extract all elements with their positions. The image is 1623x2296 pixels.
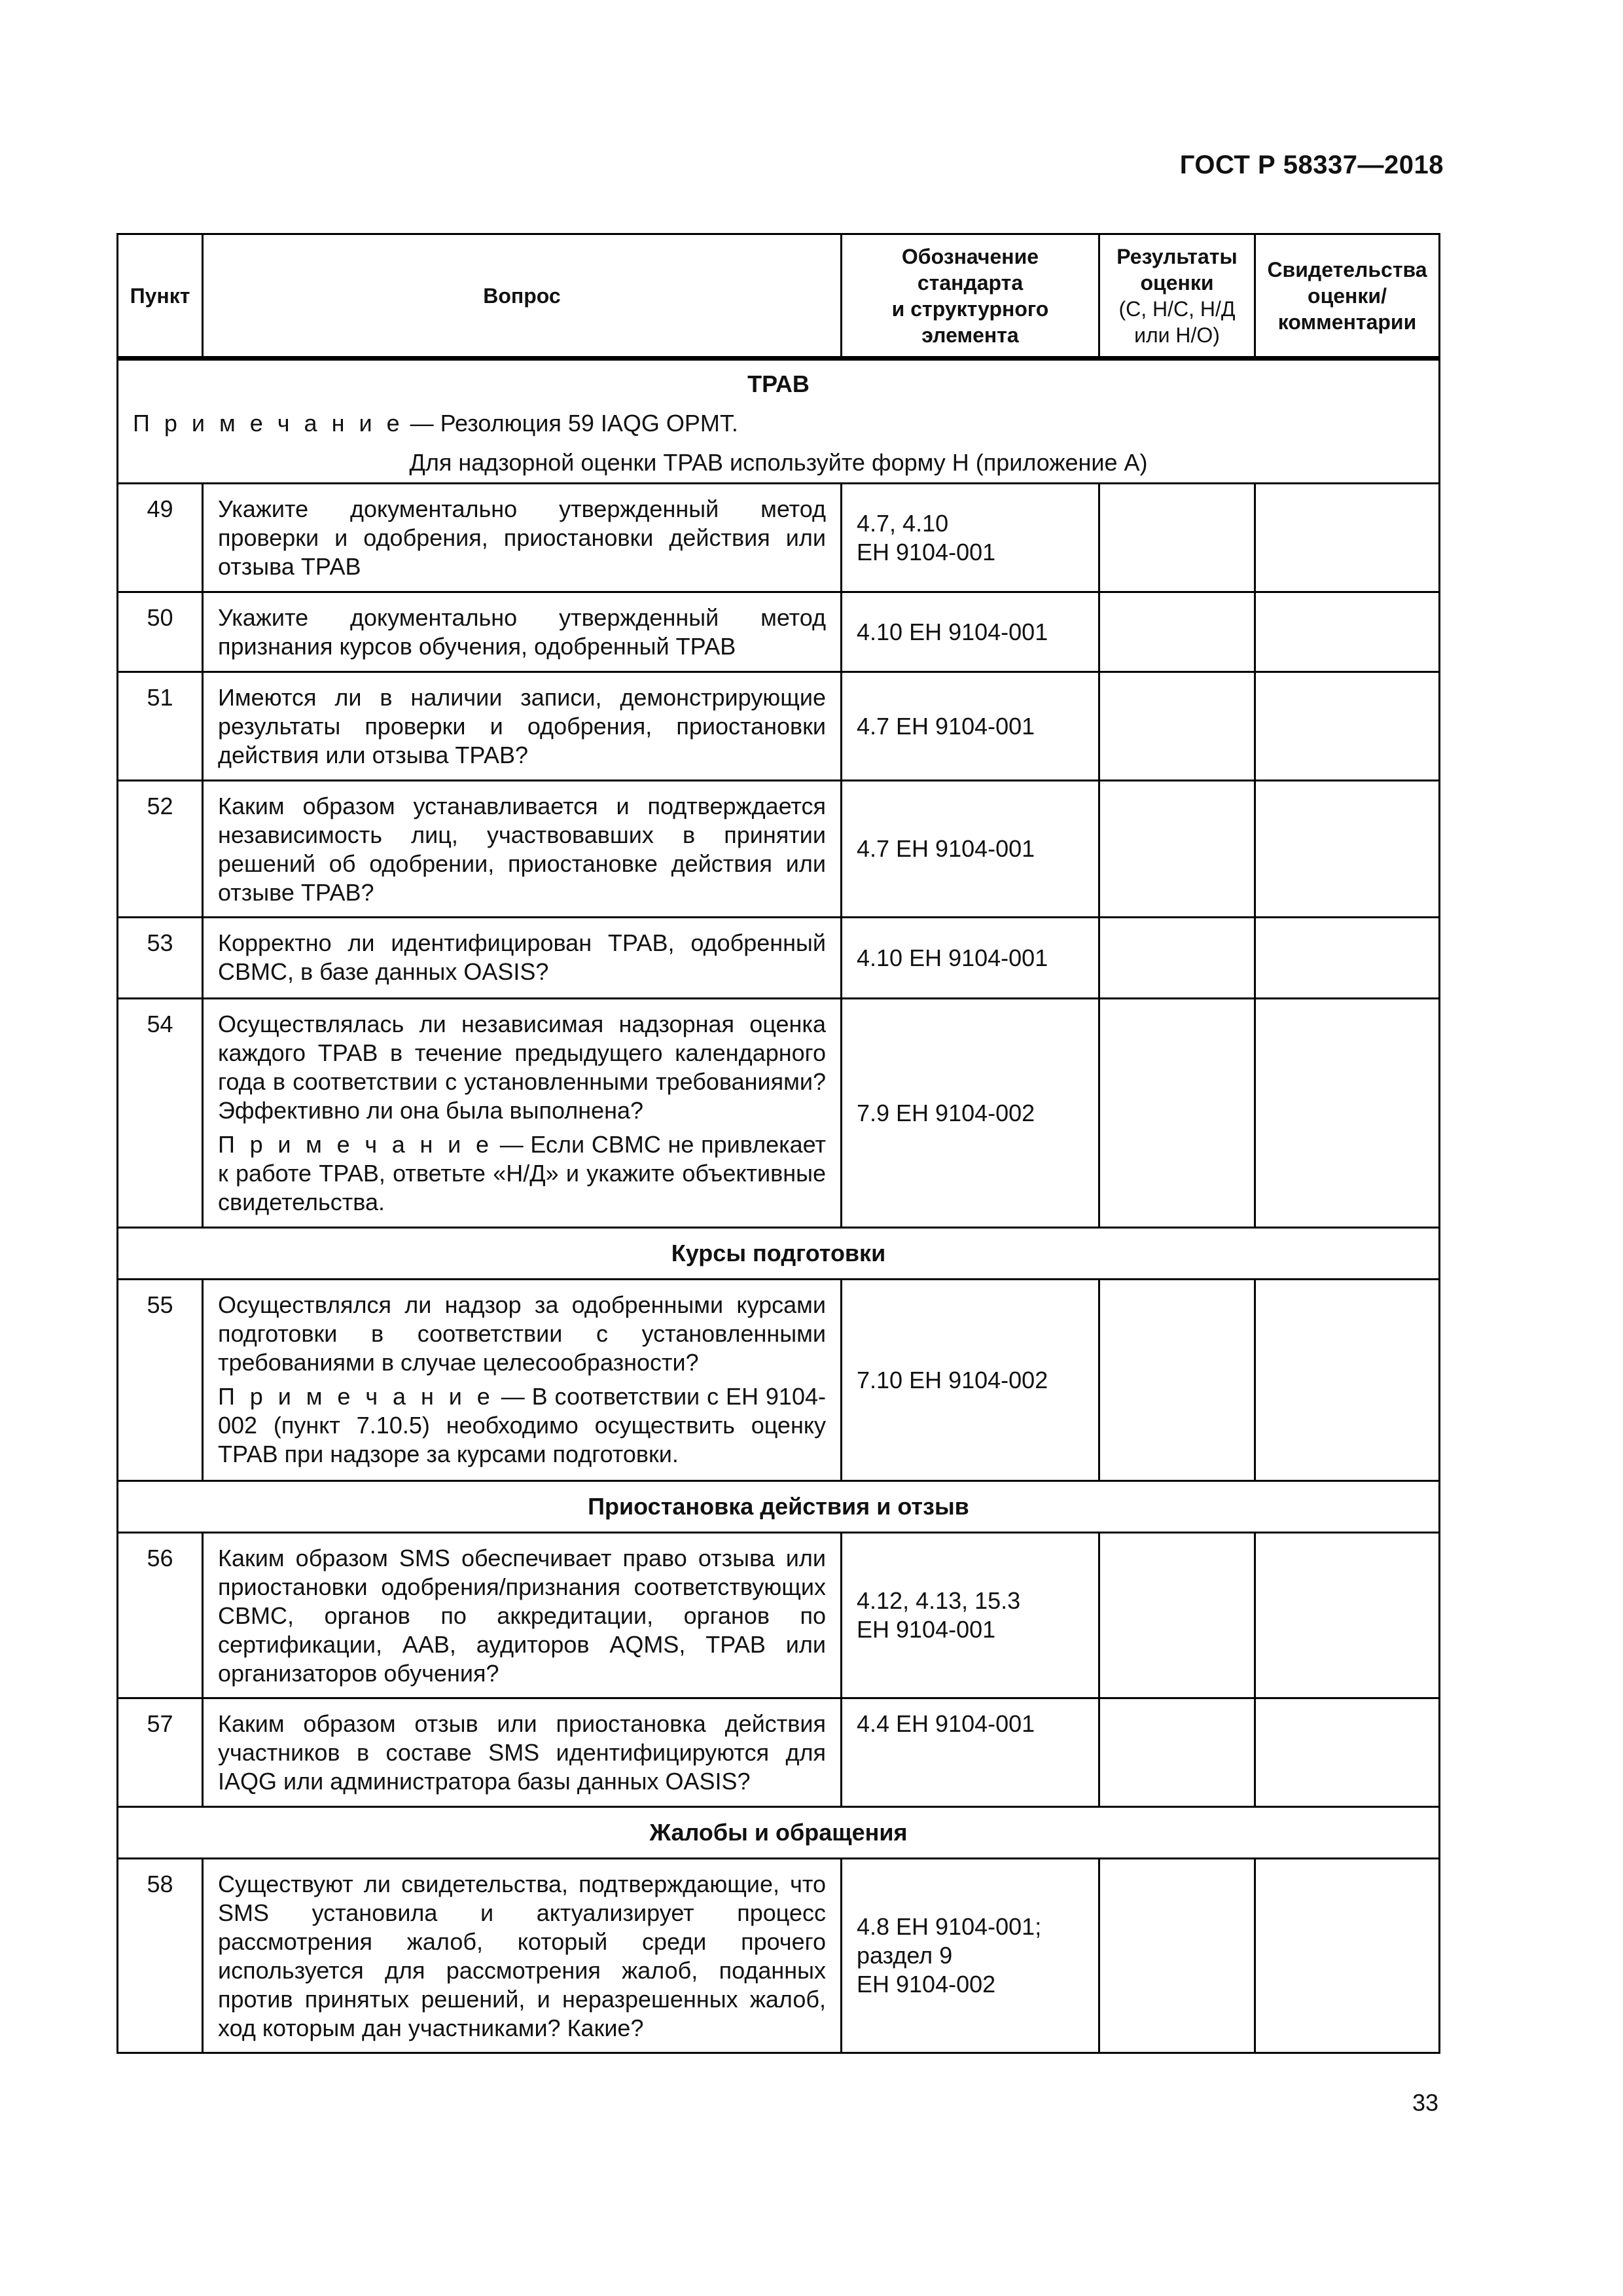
row-note (218, 1130, 826, 1217)
row-standard (842, 1533, 1099, 1698)
row-evidence-cell[interactable] (1255, 1698, 1440, 1807)
row-evidence-cell[interactable] (1255, 672, 1440, 781)
row-question: Корректно ли идентифицирован ТРАВ, одобренный СВМС, в базе данных OASIS? (203, 918, 842, 999)
row-result-cell[interactable] (1099, 1280, 1255, 1481)
row-question-cell (203, 999, 842, 1228)
col-header-standard-line: элемента (921, 323, 1019, 347)
col-header-standard (842, 234, 1099, 359)
standard-line: ЕН 9104-001 (857, 1616, 996, 1643)
row-num: 50 (118, 592, 203, 672)
row-num: 49 (118, 484, 203, 592)
table-row (118, 999, 1440, 1228)
col-header-question: Вопрос (203, 234, 842, 359)
col-header-results (1099, 234, 1255, 359)
table-row (118, 1280, 1440, 1481)
section-row (118, 1228, 1440, 1280)
row-question: Укажите документально утвержденный метод проверки и одобрения, приостановки действия или отзыва ТРАВ (203, 484, 842, 592)
col-header-evidence-line: Свидетельства (1267, 257, 1427, 281)
section-row (118, 1481, 1440, 1533)
section-title-complaints: Жалобы и обращения (118, 1807, 1440, 1859)
row-result-cell[interactable] (1099, 999, 1255, 1228)
row-result-cell[interactable] (1099, 592, 1255, 672)
row-question-cell (203, 1280, 842, 1481)
table-row (118, 592, 1440, 672)
row-question: Каким образом SMS обеспечивает право отзыва или приостановки одобрения/признания соответствующих СВМС, органов по аккредитации, органов по сертификации, ААВ, аудиторов AQMS, ТРАВ или организаторов обучения? (203, 1533, 842, 1698)
row-standard (842, 672, 1099, 781)
col-header-results-line: или Н/О) (1134, 323, 1220, 347)
note-text: — В соответствии с ЕН 9104-002 (пункт 7.10.5) необходимо осуществить оценку ТРАВ при надзоре за курсами подготовки. (218, 1383, 826, 1467)
row-num: 53 (118, 918, 203, 999)
standard-line: 4.7, 4.10 (857, 509, 949, 537)
document-code: ГОСТ Р 58337—2018 (1179, 151, 1444, 179)
row-num: 56 (118, 1533, 203, 1698)
trab-section-cell (118, 359, 1440, 484)
row-question: Укажите документально утвержденный метод признания курсов обучения, одобренный ТРАВ (203, 592, 842, 672)
note-prefix: П р и м е ч а н и е (218, 1383, 494, 1410)
row-evidence-cell[interactable] (1255, 999, 1440, 1228)
standard-line: ЕН 9104-002 (857, 1971, 996, 1998)
trab-section-note (133, 409, 1424, 438)
row-standard (842, 781, 1099, 918)
standard-line: 4.7 ЕН 9104-001 (857, 835, 1035, 862)
standard-line: ЕН 9104-001 (857, 538, 996, 565)
row-question: Существуют ли свидетельства, подтверждающие, что SMS установила и актуализирует процесс рассмотрения жалоб, который среди прочего используется для рассмотрения жалоб, поданных против принятых решений, и неразрешенных жалоб, ход которым дан участниками? Какие? (203, 1859, 842, 2053)
row-standard (842, 1859, 1099, 2053)
col-header-results-line: Результаты (1116, 244, 1238, 268)
row-question: Каким образом отзыв или приостановка действия участников в составе SMS идентифицируются для IAQG или администратора базы данных OASIS? (203, 1698, 842, 1807)
table-row (118, 918, 1440, 999)
col-header-evidence-line: оценки/ (1308, 283, 1387, 308)
note-prefix: П р и м е ч а н и е (218, 1131, 493, 1158)
table-row (118, 781, 1440, 918)
section-row (118, 1807, 1440, 1859)
section-title-suspension: Приостановка действия и отзыв (118, 1481, 1440, 1533)
row-num: 58 (118, 1859, 203, 2053)
row-evidence-cell[interactable] (1255, 1859, 1440, 2053)
col-header-results-line: оценки (1140, 270, 1214, 295)
row-result-cell[interactable] (1099, 484, 1255, 592)
row-evidence-cell[interactable] (1255, 1280, 1440, 1481)
row-num: 52 (118, 781, 203, 918)
row-result-cell[interactable] (1099, 672, 1255, 781)
table-row (118, 484, 1440, 592)
table-row (118, 1698, 1440, 1807)
row-result-cell[interactable] (1099, 1859, 1255, 2053)
page-number: 33 (1412, 2089, 1438, 2116)
row-note (218, 1382, 826, 1469)
standard-line: 4.12, 4.13, 15.3 (857, 1587, 1021, 1614)
row-evidence-cell[interactable] (1255, 484, 1440, 592)
col-header-evidence-line: комментарии (1277, 310, 1417, 334)
col-header-evidence (1255, 234, 1440, 359)
row-question: Осуществлялся ли надзор за одобренными курсами подготовки в соответствии с установленными требованиями в случае целесообразности? (218, 1291, 826, 1376)
table-header-row (118, 234, 1440, 359)
standard-line: раздел 9 (857, 1942, 953, 1969)
table-row (118, 1859, 1440, 2053)
row-result-cell[interactable] (1099, 1533, 1255, 1698)
row-evidence-cell[interactable] (1255, 1533, 1440, 1698)
row-standard (842, 1698, 1099, 1807)
table-row (118, 672, 1440, 781)
standard-line: 4.4 ЕН 9104-001 (857, 1710, 1035, 1737)
row-result-cell[interactable] (1099, 781, 1255, 918)
section-title-courses: Курсы подготовки (118, 1228, 1440, 1280)
row-evidence-cell[interactable] (1255, 918, 1440, 999)
row-num: 55 (118, 1280, 203, 1481)
trab-section-title: ТРАВ (747, 370, 810, 397)
note-text: — Если СВМС не привлекает к работе ТРАВ, ответьте «Н/Д» и укажите объективные свидетельства. (218, 1131, 826, 1215)
standard-line: 4.7 ЕН 9104-001 (857, 712, 1035, 740)
note-prefix: П р и м е ч а н и е (133, 410, 404, 437)
row-question: Имеются ли в наличии записи, демонстрирующие результаты проверки и одобрения, приостановки действия или отзыва ТРАВ? (203, 672, 842, 781)
row-result-cell[interactable] (1099, 918, 1255, 999)
trab-section-instruction: Для надзорной оценки ТРАВ используйте форму Н (приложение А) (409, 449, 1148, 476)
trab-section-row (118, 359, 1440, 484)
standard-line: 7.9 ЕН 9104-002 (857, 1099, 1035, 1126)
assessment-table (116, 233, 1440, 2054)
row-standard (842, 484, 1099, 592)
note-text: — Резолюция 59 IAQG OPMT. (403, 410, 738, 437)
row-num: 57 (118, 1698, 203, 1807)
col-header-results-line: (С, Н/С, Н/Д (1118, 296, 1236, 321)
row-result-cell[interactable] (1099, 1698, 1255, 1807)
row-standard (842, 999, 1099, 1228)
row-question: Осуществлялась ли независимая надзорная оценка каждого ТРАВ в течение предыдущего календарного года в соответствии с установленными требованиями? Эффективно ли она была выполнена? (218, 1011, 826, 1124)
col-header-num: Пункт (118, 234, 203, 359)
row-standard (842, 918, 1099, 999)
row-standard (842, 592, 1099, 672)
row-question: Каким образом устанавливается и подтверждается независимость лиц, участвовавших в принятии решений об одобрении, приостановке действия или отзыве ТРАВ? (203, 781, 842, 918)
row-num: 54 (118, 999, 203, 1228)
col-header-standard-line: Обозначение (901, 244, 1039, 268)
table-row (118, 1533, 1440, 1698)
row-evidence-cell[interactable] (1255, 781, 1440, 918)
standard-line: 4.8 ЕН 9104-001; (857, 1913, 1042, 1940)
standard-line: 4.10 ЕН 9104-001 (857, 618, 1048, 645)
row-num: 51 (118, 672, 203, 781)
col-header-standard-line: стандарта (917, 270, 1024, 295)
row-evidence-cell[interactable] (1255, 592, 1440, 672)
standard-line: 4.10 ЕН 9104-001 (857, 944, 1048, 971)
standard-line: 7.10 ЕН 9104-002 (857, 1366, 1048, 1393)
col-header-standard-line: и структурного (891, 296, 1049, 321)
row-standard (842, 1280, 1099, 1481)
